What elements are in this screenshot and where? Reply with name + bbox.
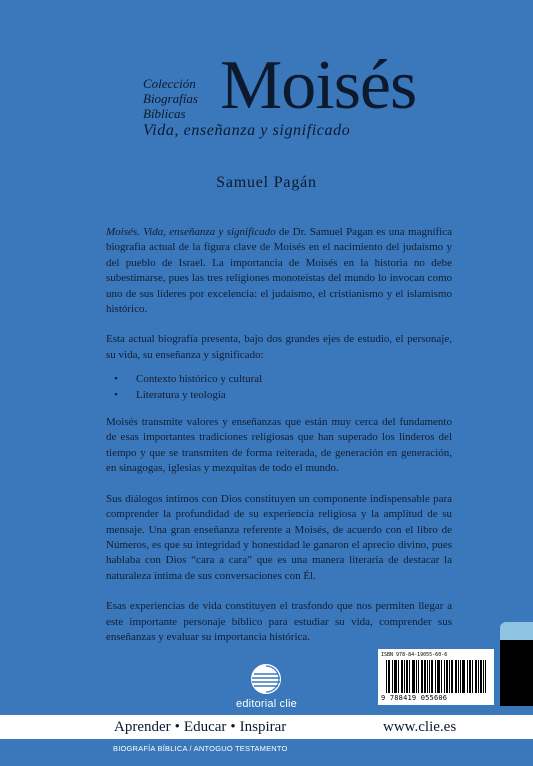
synopsis: [106, 225, 452, 660]
barcode-bar: [452, 660, 453, 693]
synopsis-paragraph: Moisés transmite valores y enseñanzas que están muy cerca del fundamento de esas importantes tradiciones religiosas que han superado los linderos del tiempo y que se transmiten de forma reiterada, de generación en generación, en sinagogas, iglesias y mezquitas de todo el mundo.: [106, 416, 452, 475]
barcode-bar: [470, 660, 471, 693]
barcode-bar: [458, 660, 459, 693]
category-label: BIOGRAFÍA BÍBLICA / ANTOGUO TESTAMENTO: [113, 744, 288, 753]
barcode-bar: [401, 660, 402, 693]
barcode-bar: [485, 660, 486, 693]
slogan-word: Aprender: [114, 719, 171, 735]
slogan: [114, 719, 286, 736]
publisher-name: editorial clie: [236, 698, 297, 710]
barcode-bar: [392, 660, 393, 693]
clie-logo-icon: [246, 662, 286, 698]
synopsis-paragraph: Esas experiencias de vida constituyen el trasfondo que nos permiten llegar a este importante personaje bíblico para estudiar su vida, comprender sus enseñanzas y evaluar su importancia histórica.: [106, 600, 452, 643]
barcode-bar: [483, 660, 484, 693]
barcode-bar: [476, 660, 477, 693]
barcode-bar: [447, 660, 448, 693]
barcode-bar: [435, 660, 436, 693]
book-title: Moisés: [220, 47, 417, 124]
barcode-bar: [449, 660, 450, 693]
barcode-bar: [463, 660, 464, 693]
barcode-bar: [464, 660, 465, 693]
collection-line: Biografías: [143, 91, 198, 106]
barcode-bar: [418, 660, 419, 693]
barcode-bar: [451, 660, 452, 693]
barcode-bar: [402, 660, 403, 693]
isbn-label: ISBN 978-84-19055-60-6: [381, 652, 448, 658]
collection-label: [143, 76, 223, 121]
barcode-bar: [460, 660, 461, 693]
synopsis-paragraph: Esta actual biografía presenta, bajo dos grandes ejes de estudio, el personaje, su vida, su enseñanza y significado:: [106, 333, 452, 361]
barcode-bar: [455, 660, 456, 693]
barcode-bar: [441, 660, 442, 693]
list-item: • Contexto histórico y cultural: [106, 372, 452, 387]
spine-strip: [500, 640, 533, 706]
barcode-bar: [439, 660, 440, 693]
barcode-digits: 9 788419 055606: [381, 694, 448, 702]
barcode-bar: [416, 660, 417, 693]
barcode-bar: [413, 660, 414, 693]
barcode-bar: [421, 660, 422, 693]
barcode-bar: [394, 660, 395, 693]
barcode-bar: [406, 660, 407, 693]
barcode-bar: [431, 660, 432, 693]
author-name: Samuel Pagán: [216, 174, 317, 191]
barcode-bar: [437, 660, 438, 693]
barcode-bar: [429, 660, 430, 693]
book-subtitle: Vida, enseñanza y significado: [143, 122, 351, 139]
barcode-bar: [412, 660, 413, 693]
barcode-bar: [407, 660, 408, 693]
barcode-bar: [446, 660, 447, 693]
barcode-bar: [386, 660, 387, 693]
book-title-inline: Moisés. Vida, enseñanza y significado: [106, 226, 276, 238]
barcode-bar: [409, 660, 410, 693]
synopsis-paragraph: [106, 225, 452, 317]
barcode-bar: [396, 660, 397, 693]
barcode-bar: [481, 660, 482, 693]
barcode-bar: [427, 660, 428, 693]
barcode-bar: [478, 660, 479, 693]
barcode-bar: [422, 660, 423, 693]
barcode-bar: [388, 660, 389, 693]
bullet-list: [106, 372, 452, 403]
barcode: [378, 649, 494, 705]
barcode-bars-icon: [386, 660, 486, 693]
list-item: • Literatura y teología: [106, 388, 452, 403]
barcode-bar: [462, 660, 463, 693]
slogan-word: Educar: [183, 719, 227, 735]
barcode-bar: [444, 660, 445, 693]
barcode-bar: [404, 660, 405, 693]
slogan-word: Inspirar: [239, 719, 287, 735]
publisher-url[interactable]: www.clie.es: [383, 719, 457, 735]
barcode-bar: [424, 660, 425, 693]
barcode-bar: [425, 660, 426, 693]
barcode-bar: [398, 660, 399, 693]
paragraph-text: de Dr. Samuel Pagan es una magnífica biografía actual de la figura clave de Moisés en el nacimiento del judaísmo y del pueblo de Israel. La importancia de Moisés en la historia no debe subestimarse, pues las tres religiones monoteístas del mundo lo invocan como uno de sus líderes por excelencia: el judaísmo, el cristianismo y el islamismo histórico.: [106, 226, 452, 316]
barcode-bar: [472, 660, 473, 693]
bullet-separator: •: [230, 719, 236, 735]
barcode-bar: [438, 660, 439, 693]
barcode-bar: [467, 660, 468, 693]
barcode-bar: [389, 660, 390, 693]
barcode-bar: [475, 660, 476, 693]
barcode-bar: [432, 660, 433, 693]
collection-line: Colección: [143, 76, 196, 91]
barcode-bar: [414, 660, 415, 693]
barcode-bar: [456, 660, 457, 693]
bullet-separator: •: [174, 719, 180, 735]
synopsis-paragraph: Sus diálogos íntimos con Dios constituyen un componente indispensable para comprender la profundidad de su experiencia religiosa y la amplitud de su mensaje. Una gran enseñanza referente a Moisés, de acuerdo con el libro de Números, es que su integridad y honestidad le ganaron el aprecio divino, pues hablaba con Dios “cara a cara” que es una manera literaria de destacar la naturaleza íntima de sus conversaciones con Él.: [106, 492, 452, 582]
barcode-bar: [480, 660, 481, 693]
barcode-bar: [395, 660, 396, 693]
collection-line: Bíblicas: [143, 106, 186, 121]
barcode-bar: [469, 660, 470, 693]
